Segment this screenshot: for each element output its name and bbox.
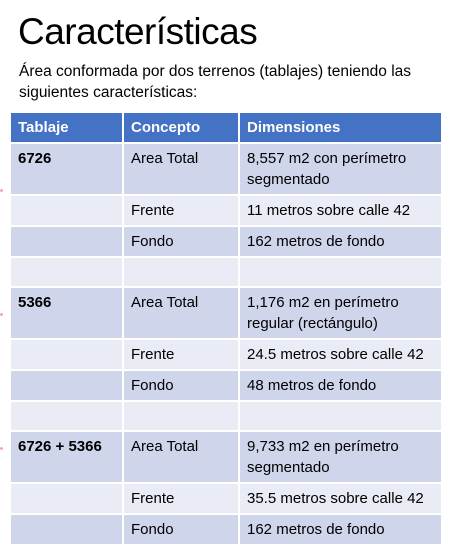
header-concepto: Concepto (123, 113, 239, 143)
cell-tablaje (11, 483, 123, 514)
cell-concepto: Area Total (123, 431, 239, 483)
cell-dimensiones: 35.5 metros sobre calle 42 (239, 483, 441, 514)
cell-tablaje (11, 401, 123, 431)
cell-concepto: Fondo (123, 370, 239, 401)
cell-dimensiones (239, 401, 441, 431)
decorative-dot (0, 447, 3, 450)
cell-concepto: Fondo (123, 514, 239, 545)
cell-tablaje (11, 370, 123, 401)
cell-dimensiones: 8,557 m2 con perímetro segmentado (239, 143, 441, 195)
decorative-dot (0, 189, 3, 192)
cell-concepto: Frente (123, 483, 239, 514)
table-row (11, 195, 441, 226)
cell-tablaje (11, 257, 123, 287)
characteristics-table (11, 113, 441, 546)
cell-dimensiones: 9,733 m2 en perímetro segmentado (239, 431, 441, 483)
cell-dimensiones: 1,176 m2 en perímetro regular (rectángulo) (239, 287, 441, 339)
cell-tablaje: 5366 (11, 287, 123, 339)
table-row (11, 483, 441, 514)
table-row (11, 143, 441, 195)
table-row (11, 370, 441, 401)
cell-tablaje: 6726 + 5366 (11, 431, 123, 483)
cell-dimensiones: 162 metros de fondo (239, 226, 441, 257)
cell-tablaje (11, 195, 123, 226)
slide-title: Características (18, 11, 258, 52)
cell-concepto: Area Total (123, 287, 239, 339)
cell-concepto (123, 257, 239, 287)
header-tablaje: Tablaje (11, 113, 123, 143)
cell-dimensiones: 48 metros de fondo (239, 370, 441, 401)
cell-tablaje (11, 339, 123, 370)
cell-concepto: Area Total (123, 143, 239, 195)
cell-dimensiones (239, 257, 441, 287)
header-dimensiones: Dimensiones (239, 113, 441, 143)
table-row (11, 514, 441, 545)
cell-concepto (123, 401, 239, 431)
cell-concepto: Frente (123, 195, 239, 226)
table-row (11, 226, 441, 257)
table-row (11, 287, 441, 339)
slide-subtitle: Área conformada por dos terrenos (tablajes) teniendo las siguientes características: (19, 63, 412, 101)
table-header-row (11, 113, 441, 143)
cell-dimensiones: 11 metros sobre calle 42 (239, 195, 441, 226)
decorative-dot (0, 313, 3, 316)
table-row (11, 257, 441, 287)
table-row (11, 431, 441, 483)
cell-concepto: Fondo (123, 226, 239, 257)
cell-dimensiones: 24.5 metros sobre calle 42 (239, 339, 441, 370)
table-row (11, 401, 441, 431)
cell-concepto: Frente (123, 339, 239, 370)
cell-tablaje (11, 514, 123, 545)
cell-tablaje: 6726 (11, 143, 123, 195)
cell-tablaje (11, 226, 123, 257)
table-row (11, 339, 441, 370)
cell-dimensiones: 162 metros de fondo (239, 514, 441, 545)
